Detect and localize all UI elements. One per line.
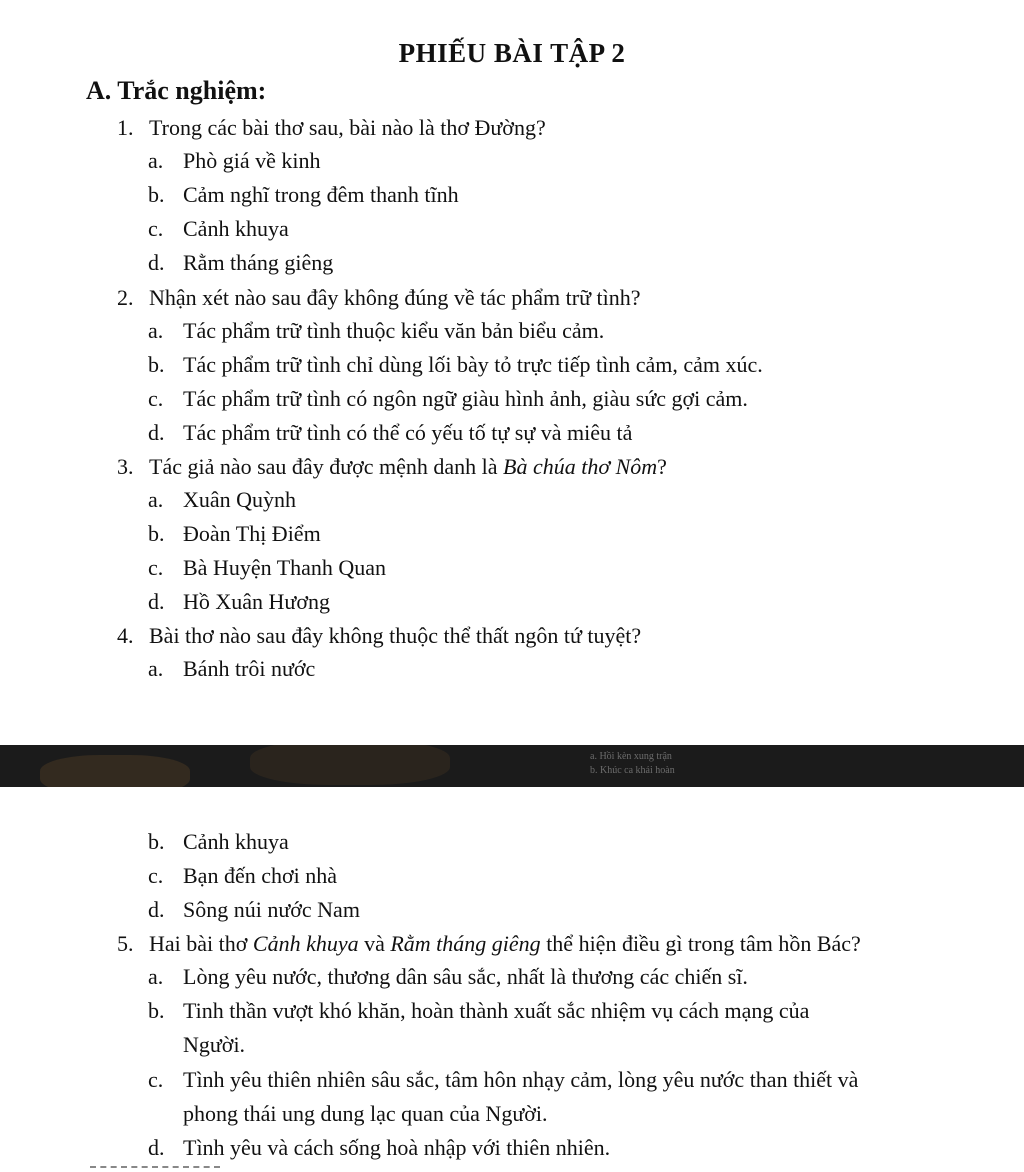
option-1b: b. Cảm nghĩ trong đêm thanh tĩnh [148,182,459,207]
faint-text: a. Hồi kèn xung trận [590,751,672,762]
option-2c: c. Tác phẩm trữ tình có ngôn ngữ giàu hình ảnh, giàu sức gợi cảm. [148,386,748,411]
question-text: Trong các bài thơ sau, bài nào là thơ Đường? [149,115,546,140]
option-5c: c. Tình yêu thiên nhiên sâu sắc, tâm hôn nhạy cảm, lòng yêu nước than thiết và [148,1067,859,1092]
question-2 [117,285,641,311]
faint-text: b. Khúc ca khải hoàn [590,765,675,776]
option-3b: b. Đoàn Thị Điểm [148,521,321,546]
question-5: 5. Hai bài thơ Cảnh khuya và Rằm tháng giêng thể hiện điều gì trong tâm hồn Bác? [117,931,861,956]
option-5a: a. Lòng yêu nước, thương dân sâu sắc, nhất là thương các chiến sĩ. [148,964,748,989]
cut-off-line [90,1166,220,1172]
question-3: 3. Tác giả nào sau đây được mệnh danh là Bà chúa thơ Nôm? [117,454,667,479]
option-3d: d. Hồ Xuân Hương [148,589,330,614]
option-4d: d. Sông núi nước Nam [148,897,360,922]
page-title: PHIẾU BÀI TẬP 2 [398,38,626,68]
option-5b-continued: Người. [183,1032,246,1057]
overlay-strip [0,745,1024,787]
option-1d: d. Rằm tháng giêng [148,250,334,275]
option-3a: a. Xuân Quỳnh [148,487,297,512]
section-heading: A. Trắc nghiệm: [86,76,267,105]
question-number: 3. [117,454,134,479]
option-4b: b. Cảnh khuya [148,829,289,854]
italic-title: Bà chúa thơ Nôm [503,454,658,479]
option-3c: c. Bà Huyện Thanh Quan [148,555,387,580]
blurred-image [40,755,190,787]
question-1 [117,115,546,141]
option-2b: b. Tác phẩm trữ tình chỉ dùng lối bày tỏ trực tiếp tình cảm, cảm xúc. [148,352,763,377]
option-5b: b. Tinh thần vượt khó khăn, hoàn thành xuất sắc nhiệm vụ cách mạng của [148,998,810,1023]
option-5c-continued: phong thái ung dung lạc quan của Người. [183,1101,548,1126]
question-number: 5. [117,931,134,956]
question-number: 2. [117,285,134,310]
question-number: 1. [117,115,134,140]
option-4c: c. Bạn đến chơi nhà [148,863,337,888]
option-1c: c. Cảnh khuya [148,216,289,241]
question-text: Nhận xét nào sau đây không đúng về tác phẩm trữ tình? [149,285,641,310]
question-4 [117,623,641,649]
option-2a: a. Tác phẩm trữ tình thuộc kiểu văn bản biểu cảm. [148,318,605,343]
option-1a: a. Phò giá về kinh [148,148,321,173]
worksheet-lower [0,787,1024,1172]
question-number: 4. [117,623,134,648]
question-text: Bài thơ nào sau đây không thuộc thể thất ngôn tứ tuyệt? [149,623,642,648]
blurred-image [250,745,450,785]
option-2d: d. Tác phẩm trữ tình có thể có yếu tố tự sự và miêu tả [148,420,633,445]
option-4a: a. Bánh trôi nước [148,656,316,681]
option-5d: d. Tình yêu và cách sống hoà nhập với thiên nhiên. [148,1135,611,1160]
